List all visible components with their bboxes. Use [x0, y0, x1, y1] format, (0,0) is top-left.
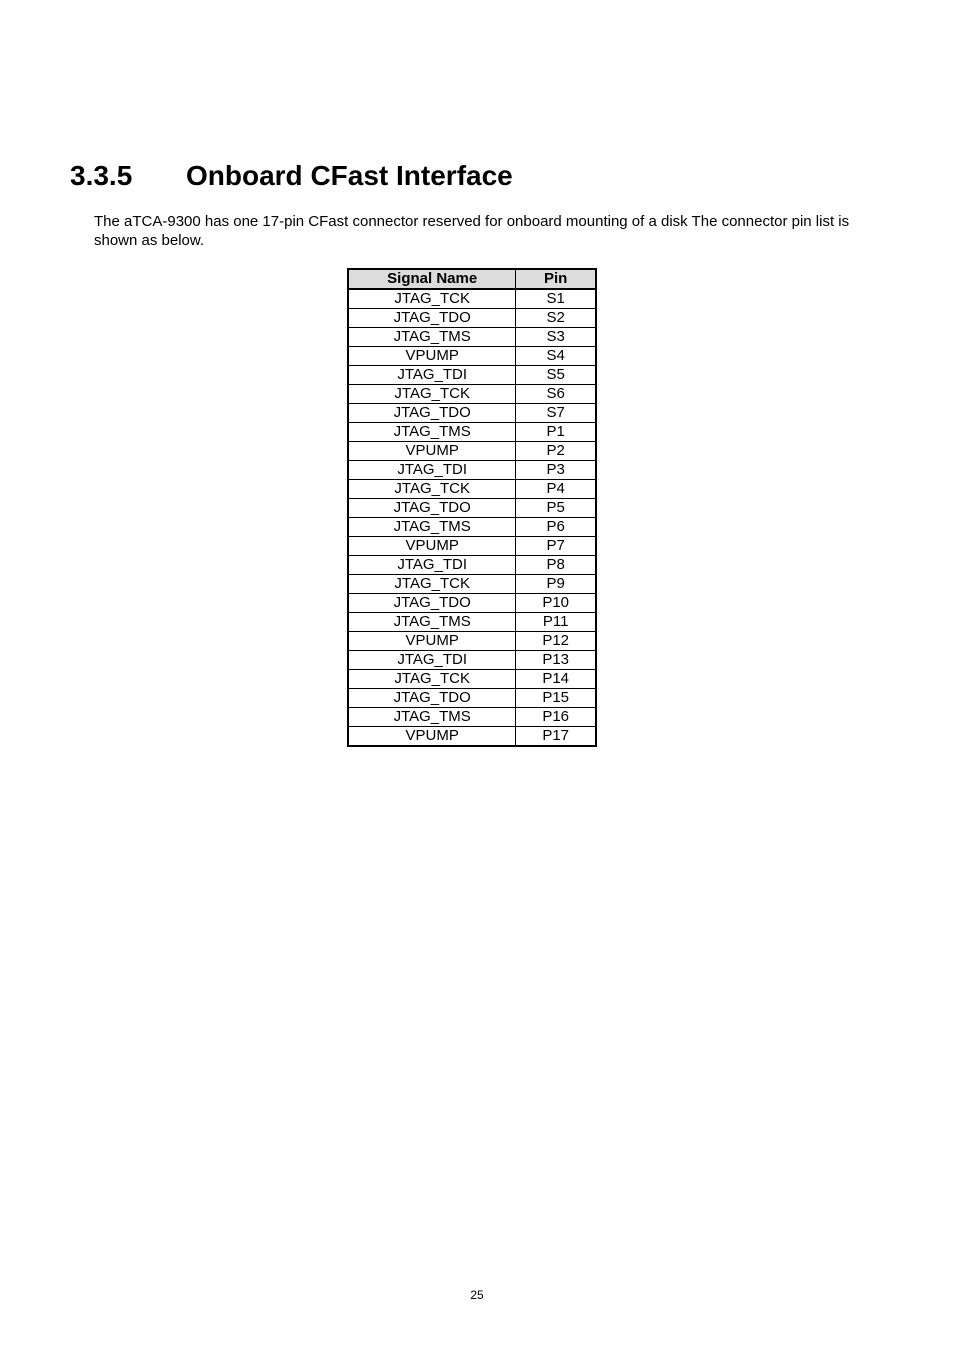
pin-cell: P11 — [516, 613, 596, 632]
signal-name-cell: JTAG_TMS — [348, 328, 516, 347]
section-title: Onboard CFast Interface — [186, 160, 513, 191]
table-row — [348, 499, 596, 518]
pin-cell: P6 — [516, 518, 596, 537]
table-row — [348, 404, 596, 423]
signal-name-cell: VPUMP — [348, 727, 516, 747]
pin-cell: P17 — [516, 727, 596, 747]
table-row — [348, 632, 596, 651]
signal-name-cell: JTAG_TCK — [348, 670, 516, 689]
column-header-pin: Pin — [516, 269, 596, 289]
signal-name-cell: JTAG_TMS — [348, 423, 516, 442]
pin-cell: P1 — [516, 423, 596, 442]
pin-cell: S3 — [516, 328, 596, 347]
table-row — [348, 708, 596, 727]
table-row — [348, 366, 596, 385]
pin-cell: S7 — [516, 404, 596, 423]
table-row — [348, 556, 596, 575]
pin-cell: P3 — [516, 461, 596, 480]
section-number: 3.3.5 — [70, 160, 133, 191]
signal-name-cell: JTAG_TDO — [348, 594, 516, 613]
pin-cell: P5 — [516, 499, 596, 518]
pin-cell: S2 — [516, 309, 596, 328]
signal-name-cell: VPUMP — [348, 537, 516, 556]
signal-name-cell: JTAG_TDI — [348, 651, 516, 670]
section-heading — [70, 160, 513, 192]
pin-cell: P10 — [516, 594, 596, 613]
table-header-row — [348, 269, 596, 289]
signal-name-cell: JTAG_TCK — [348, 385, 516, 404]
signal-name-cell: JTAG_TMS — [348, 613, 516, 632]
pin-cell: P15 — [516, 689, 596, 708]
signal-name-cell: VPUMP — [348, 347, 516, 366]
pin-cell: S4 — [516, 347, 596, 366]
page-number: 25 — [470, 1288, 484, 1302]
table-row — [348, 537, 596, 556]
pin-table — [347, 268, 597, 747]
pin-cell: S5 — [516, 366, 596, 385]
table-row — [348, 328, 596, 347]
pin-cell: P8 — [516, 556, 596, 575]
pin-cell: P12 — [516, 632, 596, 651]
table-row — [348, 347, 596, 366]
signal-name-cell: JTAG_TCK — [348, 480, 516, 499]
signal-name-cell: JTAG_TCK — [348, 289, 516, 309]
table-row — [348, 651, 596, 670]
table-row — [348, 309, 596, 328]
pin-table-body — [348, 289, 596, 746]
table-row — [348, 575, 596, 594]
table-row — [348, 480, 596, 499]
pin-cell: P2 — [516, 442, 596, 461]
table-row — [348, 670, 596, 689]
pin-cell: P4 — [516, 480, 596, 499]
table-row — [348, 442, 596, 461]
signal-name-cell: JTAG_TDO — [348, 499, 516, 518]
table-row — [348, 423, 596, 442]
signal-name-cell: VPUMP — [348, 632, 516, 651]
table-row — [348, 289, 596, 309]
pin-cell: S6 — [516, 385, 596, 404]
signal-name-cell: JTAG_TMS — [348, 518, 516, 537]
signal-name-cell: JTAG_TDI — [348, 556, 516, 575]
pin-cell: P7 — [516, 537, 596, 556]
table-row — [348, 613, 596, 632]
table-row — [348, 727, 596, 747]
pin-cell: P9 — [516, 575, 596, 594]
signal-name-cell: JTAG_TMS — [348, 708, 516, 727]
intro-paragraph: The aTCA-9300 has one 17-pin CFast connector reserved for onboard mounting of a disk The connector pin list is shown as below. — [94, 213, 850, 249]
signal-name-cell: JTAG_TDO — [348, 309, 516, 328]
pin-cell: S1 — [516, 289, 596, 309]
pin-cell: P16 — [516, 708, 596, 727]
signal-name-cell: VPUMP — [348, 442, 516, 461]
table-row — [348, 594, 596, 613]
signal-name-cell: JTAG_TDO — [348, 404, 516, 423]
table-row — [348, 385, 596, 404]
column-header-signal-name: Signal Name — [348, 269, 516, 289]
table-row — [348, 689, 596, 708]
pin-cell: P14 — [516, 670, 596, 689]
table-row — [348, 518, 596, 537]
signal-name-cell: JTAG_TDI — [348, 366, 516, 385]
table-row — [348, 461, 596, 480]
signal-name-cell: JTAG_TDO — [348, 689, 516, 708]
pin-cell: P13 — [516, 651, 596, 670]
signal-name-cell: JTAG_TDI — [348, 461, 516, 480]
signal-name-cell: JTAG_TCK — [348, 575, 516, 594]
